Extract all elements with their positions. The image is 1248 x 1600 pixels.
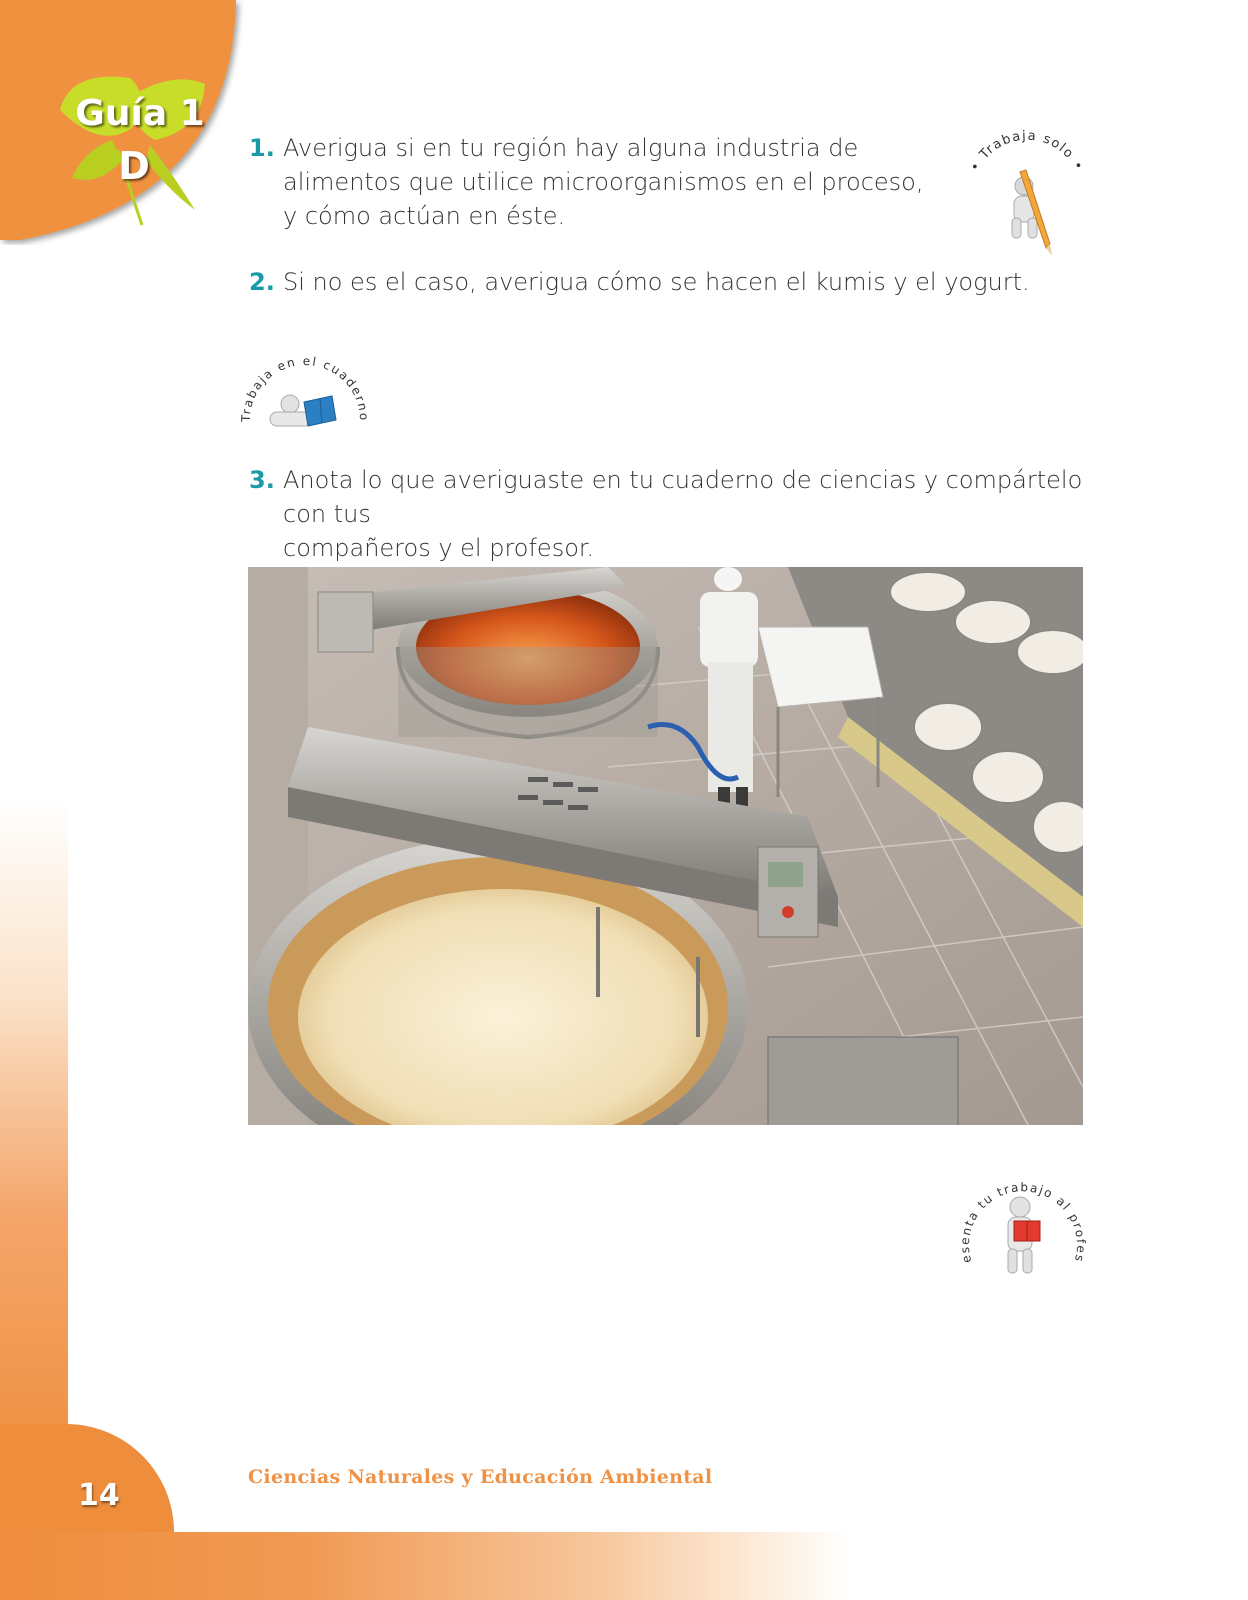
activity-text: Averigua si en tu región hay alguna industria de alimentos que utilice microorganismos en el proceso, y cómo actúan en éste.	[283, 134, 924, 230]
worker-figure	[700, 567, 758, 807]
guide-letter: D	[118, 144, 150, 188]
present-badge-label: • presenta tu trabajo al profesor •	[953, 1154, 1089, 1265]
activity-number: 2.	[249, 268, 275, 296]
notebook-badge	[235, 339, 372, 450]
activity-item-3	[249, 463, 1109, 565]
activity-text: Anota lo que averiguaste en tu cuaderno de ciencias y compártelo con tus compañeros y el profesor.	[283, 466, 1083, 562]
notebook-badge-label: • Trabaja en el cuaderno •	[235, 339, 372, 423]
activity-number: 3.	[249, 466, 275, 494]
footer-subject-title: Ciencias Naturales y Educación Ambiental	[248, 1466, 713, 1488]
reading-figure-icon	[270, 395, 336, 426]
page-number: 14	[78, 1478, 120, 1513]
work-alone-badge	[962, 128, 1092, 262]
activity-number: 1.	[249, 134, 275, 162]
teacher-figure-icon	[1008, 1197, 1040, 1273]
svg-text:• Trabaja en el cuaderno •	[236, 339, 372, 423]
pencil-figure-icon	[1012, 170, 1052, 256]
cheese-factory-photo	[248, 567, 1083, 1125]
svg-text:• Trabaja solo •	[968, 129, 1087, 174]
activity-item-2	[249, 265, 1109, 299]
guide-tab	[0, 0, 245, 245]
bottom-margin-band	[0, 1532, 1248, 1600]
guide-title: Guía 1	[75, 93, 205, 134]
activity-text: Si no es el caso, averigua cómo se hacen el kumis y el yogurt.	[283, 268, 1030, 296]
present-to-teacher-badge	[953, 1154, 1089, 1295]
work-alone-badge-label: • Trabaja solo •	[967, 128, 1087, 175]
